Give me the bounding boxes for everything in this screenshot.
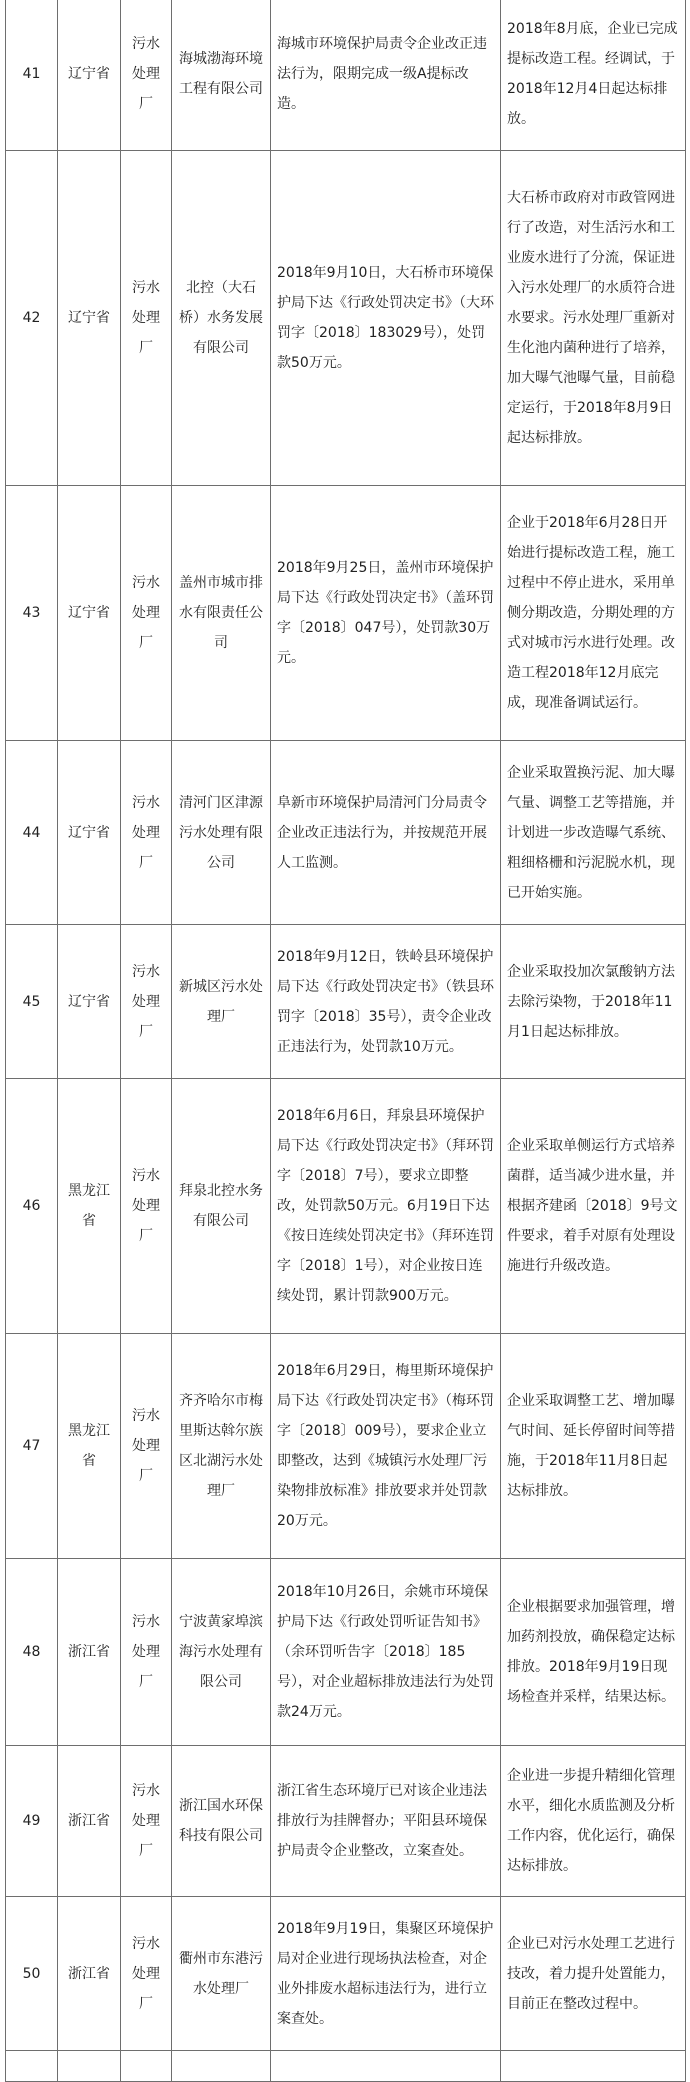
facility-type-cell: 污水处理厂 <box>121 925 172 1079</box>
company-name-cell: 新城区污水处理厂 <box>172 925 271 1079</box>
province-cell: 辽宁省 <box>58 0 121 151</box>
penalty-cell: 浙江省生态环境厅已对该企业违法排放行为挂牌督办；平阳县环境保护局责令企业整改，立案查处。 <box>271 1746 501 1897</box>
row-number: 42 <box>6 151 58 486</box>
row-number: 43 <box>6 486 58 741</box>
facility-type-cell: 污水处理厂 <box>121 1334 172 1559</box>
company-name-cell: 清河门区津源污水处理有限公司 <box>172 741 271 925</box>
rectification-cell: 企业采取单侧运行方式培养菌群，适当减少进水量，并根据齐建函〔2018〕9号文件要求，着手对原有处理设施进行升级改造。 <box>501 1079 686 1334</box>
company-name-cell: 拜泉北控水务有限公司 <box>172 1079 271 1334</box>
facility-type-cell: 污水处理厂 <box>121 0 172 151</box>
penalty-cell: 2018年6月6日，拜泉县环境保护局下达《行政处罚决定书》（拜环罚字〔2018〕7号），要求立即整改，处罚款50万元。6月19日下达《按日连续处罚决定书》（拜环连罚字〔2018〕1号），对企业按日连续处罚，累计罚款900万元。 <box>271 1079 501 1334</box>
table-row <box>6 1897 686 2051</box>
row-number: 48 <box>6 1559 58 1746</box>
row-number: 41 <box>6 0 58 151</box>
empty-cell <box>271 2051 501 2082</box>
company-name-cell: 宁波黄家埠滨海污水处理有限公司 <box>172 1559 271 1746</box>
row-number: 46 <box>6 1079 58 1334</box>
row-number: 49 <box>6 1746 58 1897</box>
penalty-cell: 海城市环境保护局责令企业改正违法行为，限期完成一级A提标改造。 <box>271 0 501 151</box>
penalty-cell: 2018年9月25日，盖州市环境保护局下达《行政处罚决定书》（盖环罚字〔2018〕047号），处罚款30万元。 <box>271 486 501 741</box>
facility-type-cell: 污水处理厂 <box>121 151 172 486</box>
province-cell: 辽宁省 <box>58 151 121 486</box>
province-cell: 黑龙江省 <box>58 1079 121 1334</box>
rectification-cell: 企业根据要求加强管理，增加药剂投放，确保稳定达标排放。2018年9月19日现场检查并采样，结果达标。 <box>501 1559 686 1746</box>
row-number: 44 <box>6 741 58 925</box>
facility-type-cell: 污水处理厂 <box>121 741 172 925</box>
facility-type-cell: 污水处理厂 <box>121 1079 172 1334</box>
penalty-cell: 2018年9月19日，集聚区环境保护局对企业进行现场执法检查，对企业外排废水超标违法行为，进行立案查处。 <box>271 1897 501 2051</box>
company-name-cell: 盖州市城市排水有限责任公司 <box>172 486 271 741</box>
empty-cell <box>58 2051 121 2082</box>
penalty-cell: 2018年10月26日，余姚市环境保护局下达《行政处罚听证告知书》（余环罚听告字〔2018〕185号），对企业超标排放违法行为处罚款24万元。 <box>271 1559 501 1746</box>
empty-cell <box>172 2051 271 2082</box>
table-row <box>6 151 686 486</box>
province-cell: 浙江省 <box>58 1897 121 2051</box>
company-name-cell: 浙江国水环保科技有限公司 <box>172 1746 271 1897</box>
table-row <box>6 1559 686 1746</box>
penalty-cell: 阜新市环境保护局清河门分局责令企业改正违法行为，并按规范开展人工监测。 <box>271 741 501 925</box>
table-row <box>6 0 686 151</box>
province-cell: 辽宁省 <box>58 486 121 741</box>
rectification-cell: 2018年8月底，企业已完成提标改造工程。经调试，于2018年12月4日起达标排放。 <box>501 0 686 151</box>
table-row <box>6 1079 686 1334</box>
province-cell: 浙江省 <box>58 1746 121 1897</box>
facility-type-cell: 污水处理厂 <box>121 1897 172 2051</box>
row-number: 47 <box>6 1334 58 1559</box>
rectification-cell: 企业进一步提升精细化管理水平，细化水质监测及分析工作内容，优化运行，确保达标排放。 <box>501 1746 686 1897</box>
row-number: 50 <box>6 1897 58 2051</box>
facility-type-cell: 污水处理厂 <box>121 486 172 741</box>
rectification-cell: 企业于2018年6月28日开始进行提标改造工程，施工过程中不停止进水，采用单侧分期改造，分期处理的方式对城市污水进行处理。改造工程2018年12月底完成，现准备调试运行。 <box>501 486 686 741</box>
penalty-cell: 2018年9月12日，铁岭县环境保护局下达《行政处罚决定书》（铁县环罚字〔2018〕35号），责令企业改正违法行为，处罚款10万元。 <box>271 925 501 1079</box>
rectification-cell: 企业已对污水处理工艺进行技改，着力提升处置能力，目前正在整改过程中。 <box>501 1897 686 2051</box>
facility-type-cell: 污水处理厂 <box>121 1746 172 1897</box>
rectification-cell: 企业采取置换污泥、加大曝气量、调整工艺等措施，并计划进一步改造曝气系统、粗细格栅和污泥脱水机，现已开始实施。 <box>501 741 686 925</box>
table-row-partial <box>6 2051 686 2082</box>
row-number: 45 <box>6 925 58 1079</box>
company-name-cell: 衢州市东港污水处理厂 <box>172 1897 271 2051</box>
rectification-cell: 企业采取投加次氯酸钠方法去除污染物，于2018年11月1日起达标排放。 <box>501 925 686 1079</box>
penalty-cell: 2018年6月29日，梅里斯环境保护局下达《行政处罚决定书》（梅环罚字〔2018〕009号），要求企业立即整改，达到《城镇污水处理厂污染物排放标准》排放要求并处罚款20万元。 <box>271 1334 501 1559</box>
province-cell: 辽宁省 <box>58 925 121 1079</box>
table-row <box>6 486 686 741</box>
penalty-cell: 2018年9月10日，大石桥市环境保护局下达《行政处罚决定书》（大环罚字〔2018〕183029号），处罚款50万元。 <box>271 151 501 486</box>
company-name-cell: 齐齐哈尔市梅里斯达斡尔族区北湖污水处理厂 <box>172 1334 271 1559</box>
rectification-table <box>5 0 686 2082</box>
company-name-cell: 海城渤海环境工程有限公司 <box>172 0 271 151</box>
empty-cell <box>6 2051 58 2082</box>
table-row <box>6 741 686 925</box>
table-row <box>6 1746 686 1897</box>
table-row <box>6 925 686 1079</box>
empty-cell <box>501 2051 686 2082</box>
province-cell: 浙江省 <box>58 1559 121 1746</box>
facility-type-cell: 污水处理厂 <box>121 1559 172 1746</box>
rectification-cell: 大石桥市政府对市政管网进行了改造，对生活污水和工业废水进行了分流，保证进入污水处理厂的水质符合进水要求。污水处理厂重新对生化池内菌种进行了培养，加大曝气池曝气量，目前稳定运行，于2018年8月9日起达标排放。 <box>501 151 686 486</box>
province-cell: 辽宁省 <box>58 741 121 925</box>
empty-cell <box>121 2051 172 2082</box>
province-cell: 黑龙江省 <box>58 1334 121 1559</box>
rectification-cell: 企业采取调整工艺、增加曝气时间、延长停留时间等措施，于2018年11月8日起达标排放。 <box>501 1334 686 1559</box>
company-name-cell: 北控（大石桥）水务发展有限公司 <box>172 151 271 486</box>
table-row <box>6 1334 686 1559</box>
